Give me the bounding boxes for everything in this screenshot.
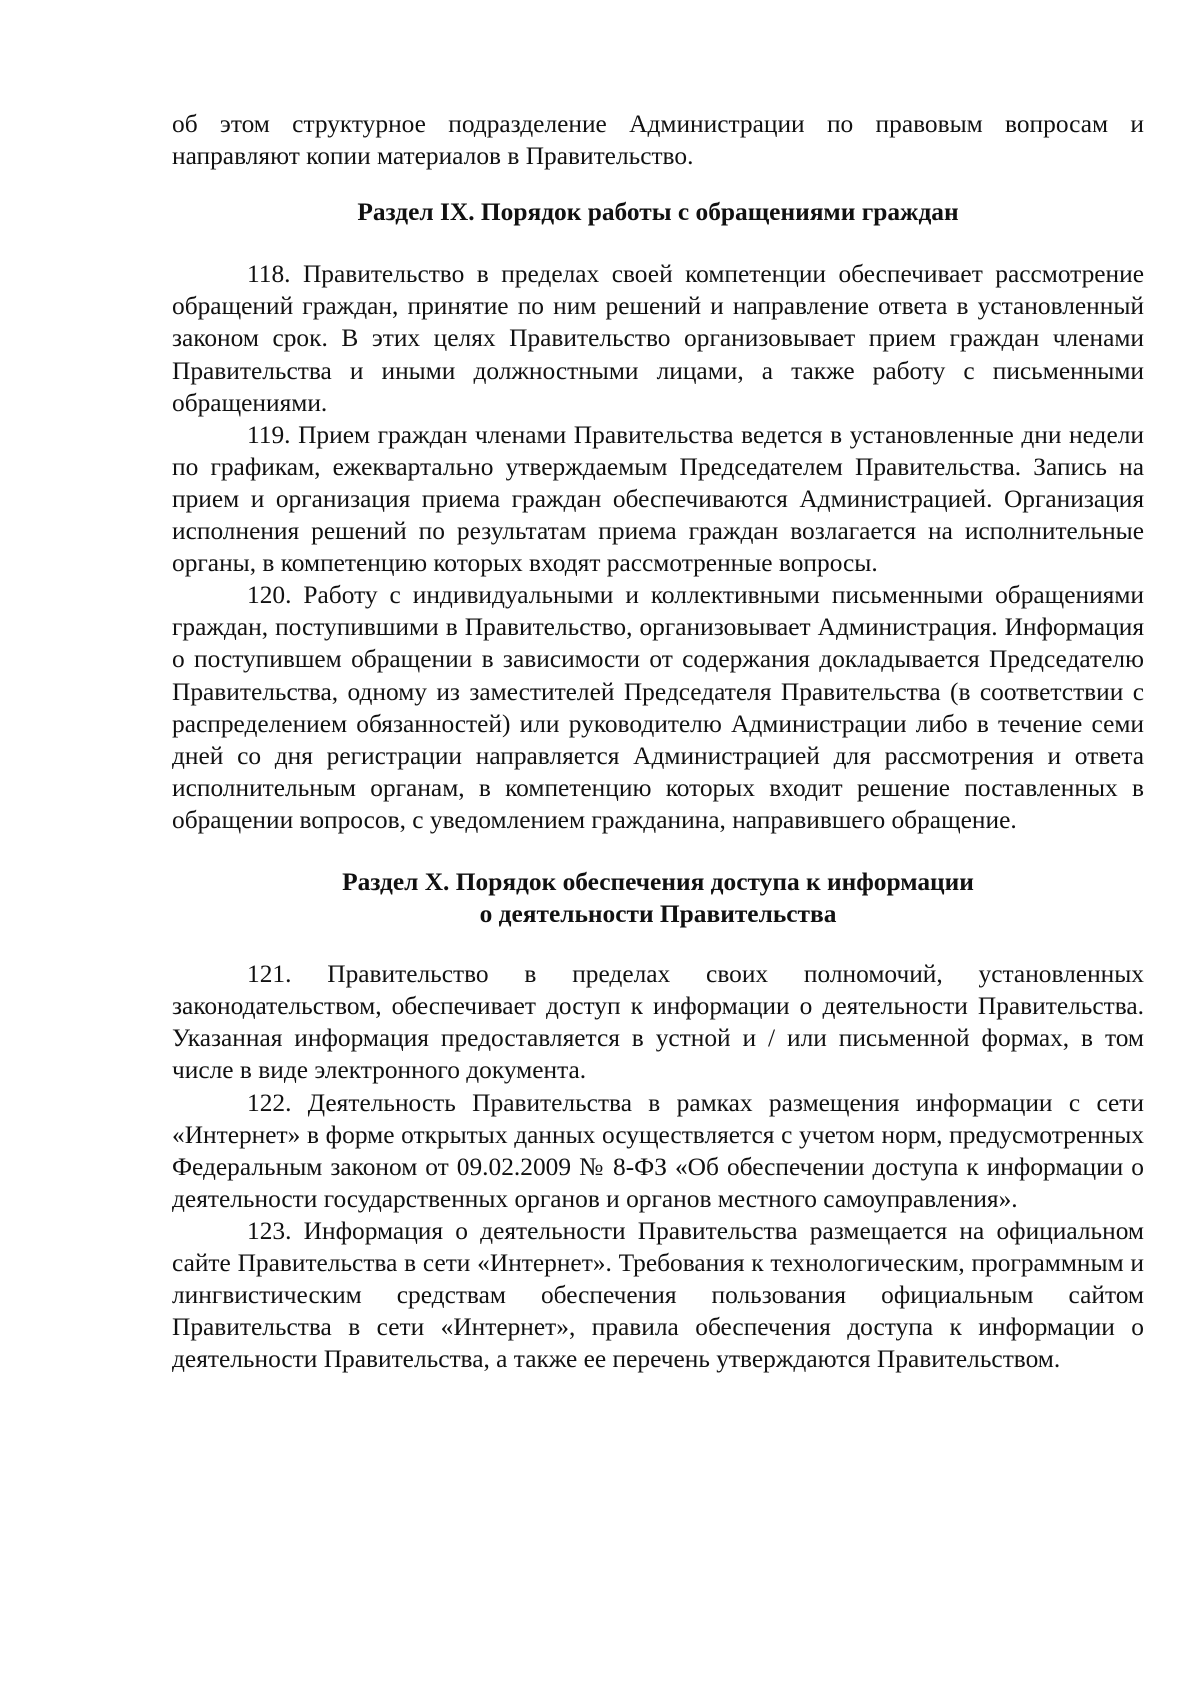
paragraph-118: 118. Правительство в пределах своей компетенции обеспечивает рассмотрение обращений граждан, принятие по ним решений и направление ответа в установленный законом срок. В этих целях Правительство организовывает прием граждан членами Правительства и иными должностными лицами, а также работу с письменными обращениями. xyxy=(172,260,1144,417)
spacer xyxy=(172,836,1144,866)
section-10-heading-line-1: Раздел X. Порядок обеспечения доступа к информации xyxy=(342,867,974,896)
spacer xyxy=(172,172,1144,196)
section-9-heading: Раздел IX. Порядок работы с обращениями граждан xyxy=(357,198,959,227)
continuation-paragraph: об этом структурное подразделение Администрации по правовым вопросам и направляют копии материалов в Правительство. xyxy=(172,110,1144,171)
spacer xyxy=(172,930,1144,958)
section-10-heading-line-2: о деятельности Правительства xyxy=(479,900,837,929)
paragraph-120: 120. Работу с индивидуальными и коллективными письменными обращениями граждан, поступившими в Правительство, организовывает Администрация. Информация о поступившем обращении в зависимости от содержания докладывается Председателю Правительства, одному из заместителей Председателя Правительства (в соответствии с распределением обязанностей) или руководителю Администрации либо в течение семи дней со дня регистрации направляется Администрацией для рассмотрения и ответа исполнительным органам, в компетенцию которых входит решение поставленных в обращении вопросов, с уведомлением гражданина, направившего обращение. xyxy=(172,581,1144,834)
paragraph-123: 123. Информация о деятельности Правительства размещается на официальном сайте Правительства в сети «Интернет». Требования к технологическим, программным и лингвистическим средствам обеспечения пользования официальным сайтом Правительства в сети «Интернет», правила обеспечения доступа к информации о деятельности Правительства, а также ее перечень утверждаются Правительством. xyxy=(172,1216,1144,1374)
paragraph-119: 119. Прием граждан членами Правительства ведется в установленные дни недели по графикам, ежеквартально утверждаемым Председателем Правительства. Запись на прием и организация приема граждан обеспечиваются Администрацией. Организация исполнения решений по результатам приема граждан возлагается на исполнительные органы, в компетенцию которых входят рассмотренные вопросы. xyxy=(172,420,1144,578)
spacer xyxy=(172,228,1144,258)
paragraph-122: 122. Деятельность Правительства в рамках размещения информации с сети «Интернет» в форме открытых данных осуществляется с учетом норм, предусмотренных Федеральным законом от 09.02.2009 № 8-ФЗ «Об обеспечении доступа к информации о деятельности государственных органов и органов местного самоуправления». xyxy=(172,1088,1144,1213)
paragraph-121: 121. Правительство в пределах своих полномочий, установленных законодательством, обеспечивает доступ к информации о деятельности Правительства. Указанная информация предоставляется в устной и / или письменной формах, в том числе в виде электронного документа. xyxy=(172,960,1144,1085)
document-page xyxy=(172,108,1144,1375)
